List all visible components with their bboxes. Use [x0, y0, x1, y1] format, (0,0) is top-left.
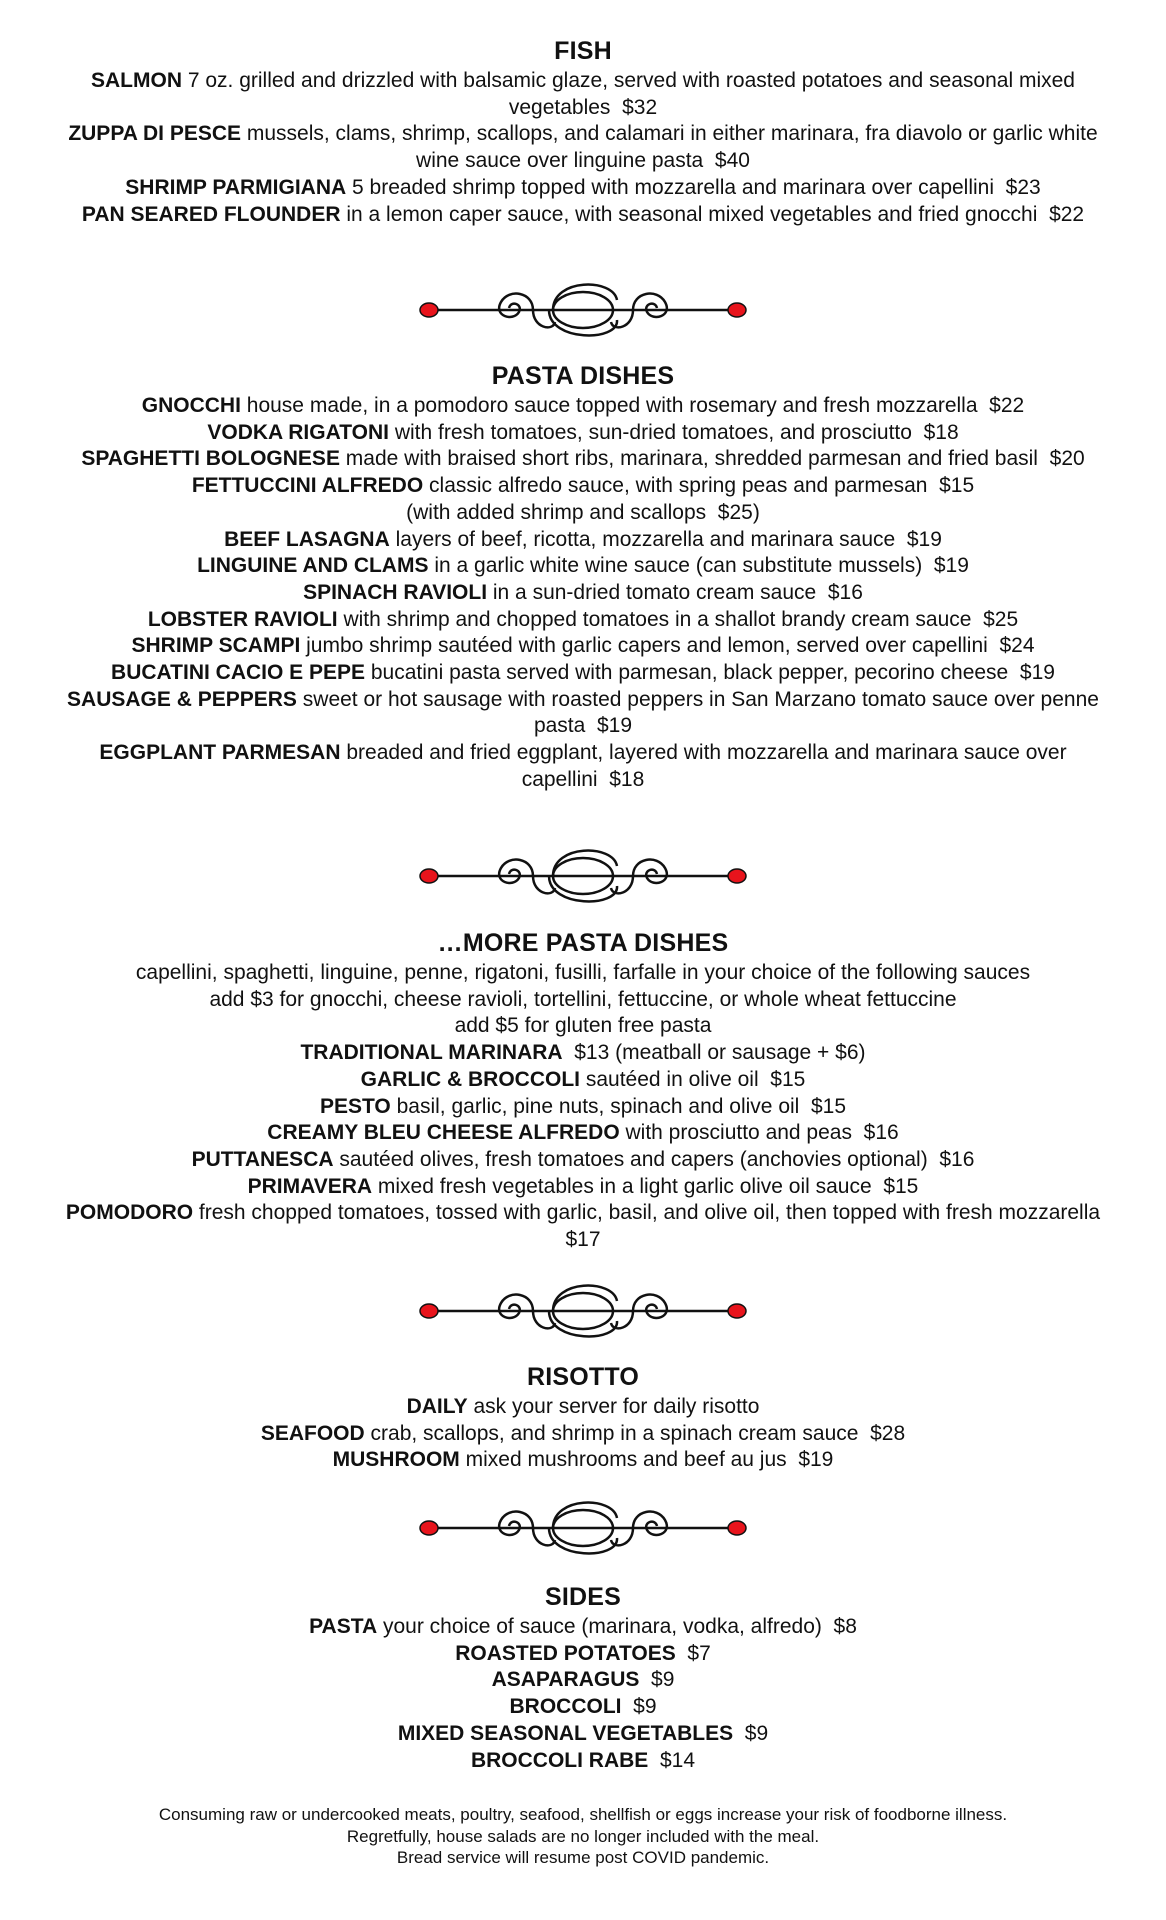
menu-item-description: breaded and fried eggplant, layered with mozzarella and marinara sauce over capellini $18 — [340, 741, 1073, 791]
menu-item-name: BROCCOLI — [509, 1695, 622, 1719]
menu-item-name: SPAGHETTI BOLOGNESE — [81, 447, 340, 471]
menu-item-description: layers of beef, ricotta, mozzarella and marinara sauce $19 — [389, 527, 942, 551]
menu-item — [0, 1667, 1166, 1694]
menu-item-description: mixed fresh vegetables in a light garlic olive oil sauce $15 — [372, 1174, 919, 1198]
menu-item-description: 5 breaded shrimp topped with mozzarella and marinara over capellini $23 — [346, 175, 1041, 199]
menu-item — [0, 1094, 1166, 1121]
menu-item-description: sweet or hot sausage with roasted peppers in San Marzano tomato sauce over penne pasta $19 — [296, 687, 1105, 738]
menu-item — [0, 1067, 1166, 1094]
menu-item-description: in a lemon caper sauce, with seasonal mixed vegetables and fried gnocchi $22 — [340, 202, 1085, 226]
menu-item — [0, 1447, 1166, 1474]
menu-item-name: BUCATINI CACIO E PEPE — [111, 661, 366, 685]
menu-item-description: fresh chopped tomatoes, tossed with garlic, basil, and olive oil, then topped with fresh mozzarella $17 — [193, 1201, 1112, 1252]
menu-item-description: bucatini pasta served with parmesan, black pepper, pecorino cheese $19 — [365, 661, 1055, 685]
menu-item — [0, 1641, 1166, 1668]
risotto-heading: RISOTTO — [526, 1363, 640, 1391]
more-pasta-heading: …MORE PASTA DISHES — [437, 929, 729, 957]
menu-item-name: FETTUCCINI ALFREDO — [191, 474, 424, 498]
menu-item — [0, 420, 1166, 447]
menu-item-description: add $5 for gluten free pasta — [454, 1014, 712, 1038]
menu-item-name: BEEF LASAGNA — [224, 527, 390, 551]
menu-item — [0, 960, 1166, 987]
menu-item — [0, 527, 1166, 554]
menu-item-description: in a garlic white wine sauce (can substitute mussels) $19 — [428, 554, 969, 578]
menu-item-name: GNOCCHI — [141, 394, 241, 417]
menu-item — [0, 607, 1166, 634]
menu-item-description: $9 — [639, 1668, 675, 1692]
menu-item-description: 7 oz. grilled and drizzled with balsamic glaze, served with roasted potatoes and seasonal mixed vegetables $32 — [182, 69, 1081, 119]
menu-item — [0, 1694, 1166, 1721]
menu-item-name: SAUSAGE & PEPPERS — [67, 687, 297, 711]
menu-item-description: made with braised short ribs, marinara, shredded parmesan and fried basil $20 — [339, 447, 1085, 471]
menu-item-name: TRADITIONAL MARINARA — [300, 1041, 563, 1065]
menu-item-description: your choice of sauce (marinara, vodka, alfredo) $8 — [377, 1615, 857, 1638]
menu-item — [0, 580, 1166, 607]
menu-item-name: BROCCOLI RABE — [470, 1748, 649, 1772]
risotto-items — [0, 1394, 1166, 1474]
menu-item — [0, 1614, 1166, 1641]
menu-item — [0, 1748, 1166, 1775]
menu-item — [0, 1394, 1166, 1421]
menu-item — [0, 553, 1166, 580]
menu-item-name: MIXED SEASONAL VEGETABLES — [397, 1721, 734, 1745]
menu-item — [0, 740, 1166, 793]
menu-item-name: SHRIMP PARMIGIANA — [125, 175, 347, 199]
sides-heading: SIDES — [544, 1583, 622, 1611]
scroll-ornament-icon — [413, 270, 753, 350]
menu-item-name: GARLIC & BROCCOLI — [360, 1067, 580, 1091]
menu-item-description: $13 (meatball or sausage + $6) — [562, 1041, 866, 1065]
menu-item — [0, 1721, 1166, 1748]
menu-item — [0, 175, 1166, 202]
menu-item-description: jumbo shrimp sautéed with garlic capers and lemon, served over capellini $24 — [300, 634, 1035, 658]
menu-item-name: CREAMY BLEU CHEESE ALFREDO — [267, 1121, 620, 1145]
menu-item-description: classic alfredo sauce, with spring peas and parmesan $15 — [423, 474, 975, 498]
sides-section — [0, 1582, 1166, 1774]
menu-item-name: SHRIMP SCAMPI — [131, 634, 301, 658]
menu-item-name: PRIMAVERA — [247, 1174, 373, 1198]
menu-item-description: in a sun-dried tomato cream sauce $16 — [487, 580, 863, 604]
menu-item — [0, 1200, 1166, 1253]
menu-item — [0, 1040, 1166, 1067]
footer-notes — [0, 1804, 1166, 1869]
pasta-items — [0, 393, 1166, 794]
ornamental-divider — [0, 1488, 1166, 1568]
menu-item-description: crab, scallops, and shrimp in a spinach cream sauce $28 — [364, 1421, 906, 1445]
menu-item-description: basil, garlic, pine nuts, spinach and olive oil $15 — [390, 1094, 847, 1118]
menu-item-name: SPINACH RAVIOLI — [303, 580, 488, 604]
menu-item-description: $9 — [621, 1695, 657, 1719]
menu-item-description: $7 — [675, 1641, 711, 1665]
menu-item-name: LINGUINE AND CLAMS — [197, 554, 429, 578]
fish-items — [0, 68, 1166, 228]
menu-item-description: with shrimp and chopped tomatoes in a shallot brandy cream sauce $25 — [337, 607, 1019, 631]
menu-item-description: add $3 for gnocchi, cheese ravioli, tortellini, fettuccine, or whole wheat fettuccine — [209, 987, 957, 1011]
menu-item-description: sautéed olives, fresh tomatoes and capers (anchovies optional) $16 — [333, 1147, 975, 1171]
menu-item — [0, 633, 1166, 660]
scroll-ornament-icon — [413, 1271, 753, 1351]
more-pasta-items — [0, 960, 1166, 1254]
menu-item-name: POMODORO — [65, 1201, 194, 1225]
menu-item-description: sautéed in olive oil $15 — [580, 1067, 806, 1091]
menu-item-description: with fresh tomatoes, sun-dried tomatoes, and prosciutto $18 — [388, 420, 959, 444]
menu-item — [0, 1174, 1166, 1201]
pasta-section — [0, 361, 1166, 794]
menu-item-name: PUTTANESCA — [191, 1147, 334, 1171]
fish-heading: FISH — [554, 37, 612, 65]
menu-item-name: ASAPARAGUS — [491, 1668, 640, 1692]
menu-item-name: DAILY — [406, 1395, 468, 1418]
menu-item-description: house made, in a pomodoro sauce topped with rosemary and fresh mozzarella $22 — [240, 394, 1025, 417]
menu-item-description: mixed mushrooms and beef au jus $19 — [459, 1448, 834, 1472]
menu-item-name: PESTO — [319, 1094, 391, 1118]
menu-item — [0, 393, 1166, 420]
menu-item-description: $9 — [733, 1721, 769, 1745]
scroll-ornament-icon — [413, 1488, 753, 1568]
menu-item — [0, 473, 1166, 500]
menu-item-name: LOBSTER RAVIOLI — [147, 607, 338, 631]
menu-item-name: ROASTED POTATOES — [455, 1641, 676, 1665]
sides-items — [0, 1614, 1166, 1774]
more-pasta-section — [0, 928, 1166, 1254]
menu-item — [0, 660, 1166, 687]
menu-item — [0, 446, 1166, 473]
footer-line-salads: Regretfully, house salads are no longer included with the meal. — [346, 1826, 820, 1846]
menu-item — [0, 687, 1166, 740]
menu-item-name: PAN SEARED FLOUNDER — [81, 202, 341, 226]
menu-item-name: VODKA RIGATONI — [207, 420, 389, 444]
menu-item-description: $14 — [648, 1748, 696, 1772]
menu-item-name: SEAFOOD — [260, 1421, 365, 1445]
ornamental-divider — [0, 1271, 1166, 1351]
menu-item — [0, 1120, 1166, 1147]
risotto-section — [0, 1362, 1166, 1474]
fish-section — [0, 36, 1166, 228]
ornamental-divider — [0, 270, 1166, 350]
menu-item-name: EGGPLANT PARMESAN — [99, 741, 341, 765]
menu-item — [0, 987, 1166, 1014]
menu-item — [0, 68, 1166, 121]
menu-item-description: mussels, clams, shrimp, scallops, and calamari in either marinara, fra diavolo or garlic white wine sauce over linguine pasta $40 — [241, 122, 1104, 173]
menu-item — [0, 500, 1166, 527]
menu-item-name: MUSHROOM — [332, 1448, 460, 1472]
menu-item — [0, 1421, 1166, 1448]
menu-item — [0, 1147, 1166, 1174]
menu-item-name: SALMON — [91, 69, 182, 92]
menu-item-description: (with added shrimp and scallops $25) — [406, 500, 760, 524]
menu-item-description: ask your server for daily risotto — [467, 1395, 760, 1418]
scroll-ornament-icon — [413, 836, 753, 916]
footer-line-health-warning: Consuming raw or undercooked meats, poultry, seafood, shellfish or eggs increase your risk of foodborne illness. — [158, 1805, 1008, 1824]
menu-item — [0, 202, 1166, 229]
menu-item-name: ZUPPA DI PESCE — [68, 122, 242, 146]
menu-item-name: PASTA — [309, 1615, 378, 1638]
menu-item — [0, 1013, 1166, 1040]
footer-line-bread: Bread service will resume post COVID pandemic. — [396, 1848, 770, 1867]
pasta-heading: PASTA DISHES — [491, 362, 675, 390]
menu-item — [0, 121, 1166, 174]
menu-item-description: capellini, spaghetti, linguine, penne, rigatoni, fusilli, farfalle in your choice of the following sauces — [135, 961, 1031, 984]
menu-item-description: with prosciutto and peas $16 — [619, 1121, 899, 1145]
ornamental-divider — [0, 836, 1166, 916]
